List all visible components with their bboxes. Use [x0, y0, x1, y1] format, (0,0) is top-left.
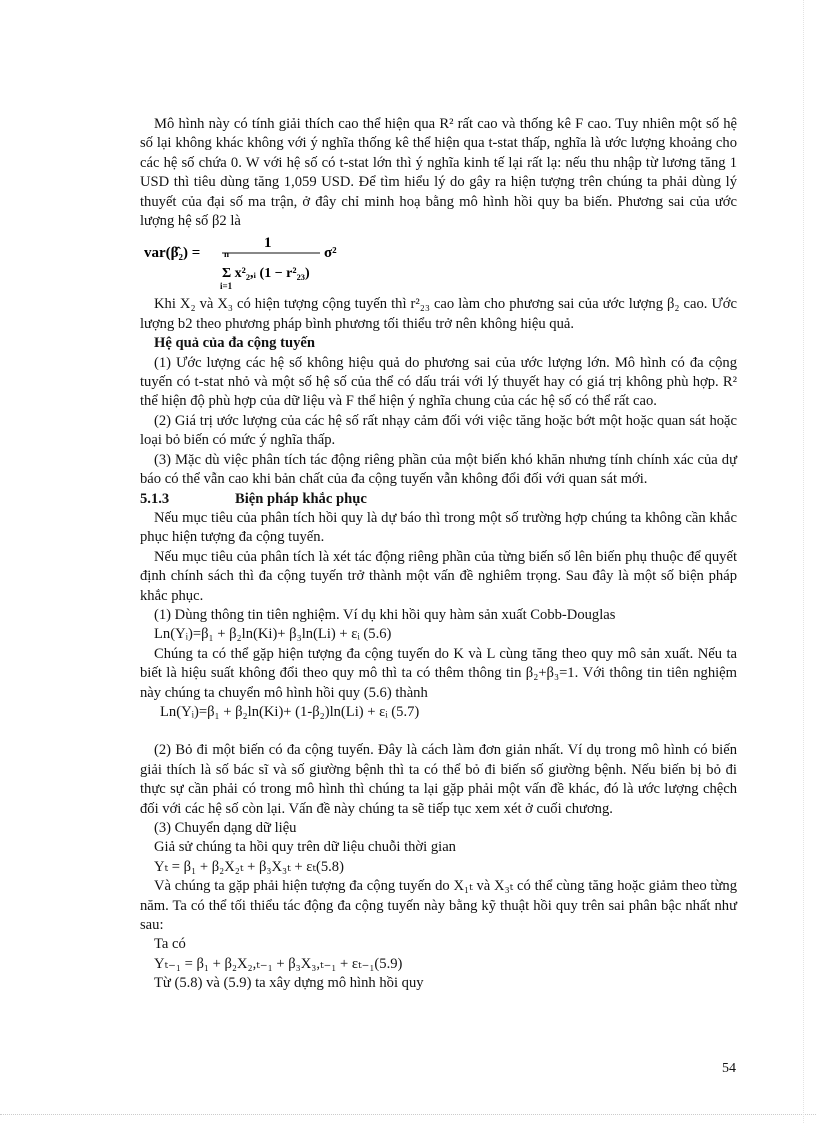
blank-line: [140, 722, 737, 741]
paragraph-model-explanation: Mô hình này có tính giải thích cao thể hiện qua R² rất cao và thống kê F cao. Tuy nhiên một số hệ số lại không khác không với ý nghĩa thống kê thể hiện qua t-stat thấp, nghĩa là ước lượng khoảng cho các hệ số chứa 0. W với hệ số có t-stat lớn thì ý nghĩa kinh tế lại rất lạ: nếu thu nhập từ lương tăng 1 USD thì tiêu dùng tăng 1,059 USD. Để tìm hiểu lý do gây ra hiện tượng trên chúng ta phải dùng lý thuyết của đại số ma trận, ở đây chỉ minh hoạ bằng mô hình hồi quy ba biến. Phương sai của ước lượng hệ số β2 là: [140, 116, 737, 230]
paragraph-consequence-3: (3) Mặc dù việc phân tích tác động riêng phần của một biến khó khăn nhưng tính chính xác của dự báo có thể vẫn cao khi bản chất của đa cộng tuyến vẫn không đổi đối với quan sát mới.: [140, 451, 737, 488]
sum-upper-limit: n: [224, 249, 230, 260]
equation-5-8: Yₜ = β₁ + β₂X₂ₜ + β₃X₃ₜ + εₜ(5.8): [154, 858, 344, 875]
paragraph-remedy-1: (1) Dùng thông tin tiên nghiệm. Ví dụ khi hồi quy hàm sản xuất Cobb-Douglas: [154, 606, 616, 623]
page-bottom-divider: [0, 1114, 816, 1115]
paragraph-consequence-1: (1) Ước lượng các hệ số không hiệu quả do phương sai của ước lượng lớn. Mô hình có đa cộng tuyến có t-stat nhỏ và một số hệ số của thể có dấu trái với lý thuyết hay có giá trị không phù hợp. R² thể hiện độ phù hợp của dữ liệu và F thể hiện ý nghĩa chung của các hệ số có thể rất cao.: [140, 354, 737, 410]
equation-5-6: Ln(Yᵢ)=β₁ + β₂ln(Ki)+ β₃ln(Li) + εᵢ (5.6): [154, 626, 392, 643]
formula-sigma-squared: σ²: [324, 245, 337, 262]
paragraph-constant-returns: Chúng ta có thể gặp hiện tượng đa cộng tuyến do K và L cùng tăng theo quy mô sản xuất. Nếu ta biết là hiệu suất không đổi theo quy mô thì ta có thêm thông tin β₂+β₃=1. Với thông tin tiên nghiệm này chúng ta chuyển mô hình hồi quy (5.6) thành: [140, 645, 737, 701]
paragraph-forecasting-goal: Nếu mục tiêu của phân tích hồi quy là dự báo thì trong một số trường hợp chúng ta không cần khắc phục hiện tượng đa cộng tuyến.: [140, 509, 737, 546]
paragraph-remedy-2: (2) Bỏ đi một biến có đa cộng tuyến. Đây là cách làm đơn giản nhất. Ví dụ trong mô hình có biến giải thích là số bác sĩ và số giường bệnh thì ta có thể bỏ đi biến số giường bệnh. Nếu biến bị bỏ đi thực sự cần phải có trong mô hình thì chúng ta lại gặp phải một vấn đề khác, đó là ước lượng chệch đối với các hệ số còn lại. Vấn đề này chúng ta sẽ tiếp tục xem xét ở cuối chương.: [140, 742, 737, 817]
equation-5-9: Yₜ₋₁ = β₁ + β₂X₂,ₜ₋₁ + β₃X₃,ₜ₋₁ + εₜ₋₁(5.9): [154, 955, 403, 972]
variance-formula-graphic: [144, 231, 364, 293]
paragraph-time-series: Giả sử chúng ta hồi quy trên dữ liệu chuỗi thời gian: [154, 839, 456, 856]
paragraph-we-have: Ta có: [154, 936, 186, 953]
paragraph-remedy-3: (3) Chuyển dạng dữ liệu: [154, 820, 297, 836]
paragraph-consequence-2: (2) Giá trị ước lượng của các hệ số rất nhạy cảm đối với việc tăng hoặc bớt một hoặc quan sát hoặc loại bỏ biến có mức ý nghĩa thấp.: [140, 412, 737, 449]
sum-lower-limit: i=1: [220, 281, 233, 292]
formula-denominator: Σ x²₂,ᵢ (1 − r²₂₃): [222, 266, 310, 282]
section-title: Biện pháp khắc phục: [235, 490, 367, 507]
paragraph-policy-goal: Nếu mục tiêu của phân tích là xét tác động riêng phần của từng biến số lên biến phụ thuộc để quyết định chính sách thì đa cộng tuyến trở thành một vấn đề nghiêm trọng. Sau đây là một số biện pháp khắc phục.: [140, 548, 737, 604]
heading-consequences: Hệ quả của đa cộng tuyến: [154, 335, 315, 352]
paragraph-collinearity-variance: Khi X₂ và X₃ có hiện tượng cộng tuyến thì r²₂₃ cao làm cho phương sai của ước lượng β₂ cao. Ước lượng b2 theo phương pháp bình phương tối thiểu trở nên không hiệu quả.: [140, 296, 737, 332]
page-right-edge: [803, 0, 804, 1123]
formula-numerator: 1: [264, 235, 272, 252]
paragraph-build-model: Từ (5.8) và (5.9) ta xây dựng mô hình hồi quy: [154, 975, 424, 992]
equation-5-7: Ln(Yᵢ)=β₁ + β₂ln(Ki)+ (1-β₂)ln(Li) + εᵢ (5.7): [160, 703, 420, 720]
body-text: [140, 115, 737, 994]
page-number: 54: [722, 1061, 736, 1076]
section-number: 5.1.3: [140, 490, 170, 507]
section-heading-remedies: [140, 490, 737, 509]
variance-formula: [140, 231, 737, 293]
formula-lhs: var(β̂₂) =: [144, 245, 201, 262]
paragraph-first-difference: Và chúng ta gặp phải hiện tượng đa cộng tuyến do X₁ₜ và X₃ₜ có thể cùng tăng hoặc giảm theo từng năm. Ta có thể tối thiểu tác động đa cộng tuyến này bằng kỹ thuật hồi quy trên sai phân bậc nhất như sau:: [140, 878, 737, 934]
